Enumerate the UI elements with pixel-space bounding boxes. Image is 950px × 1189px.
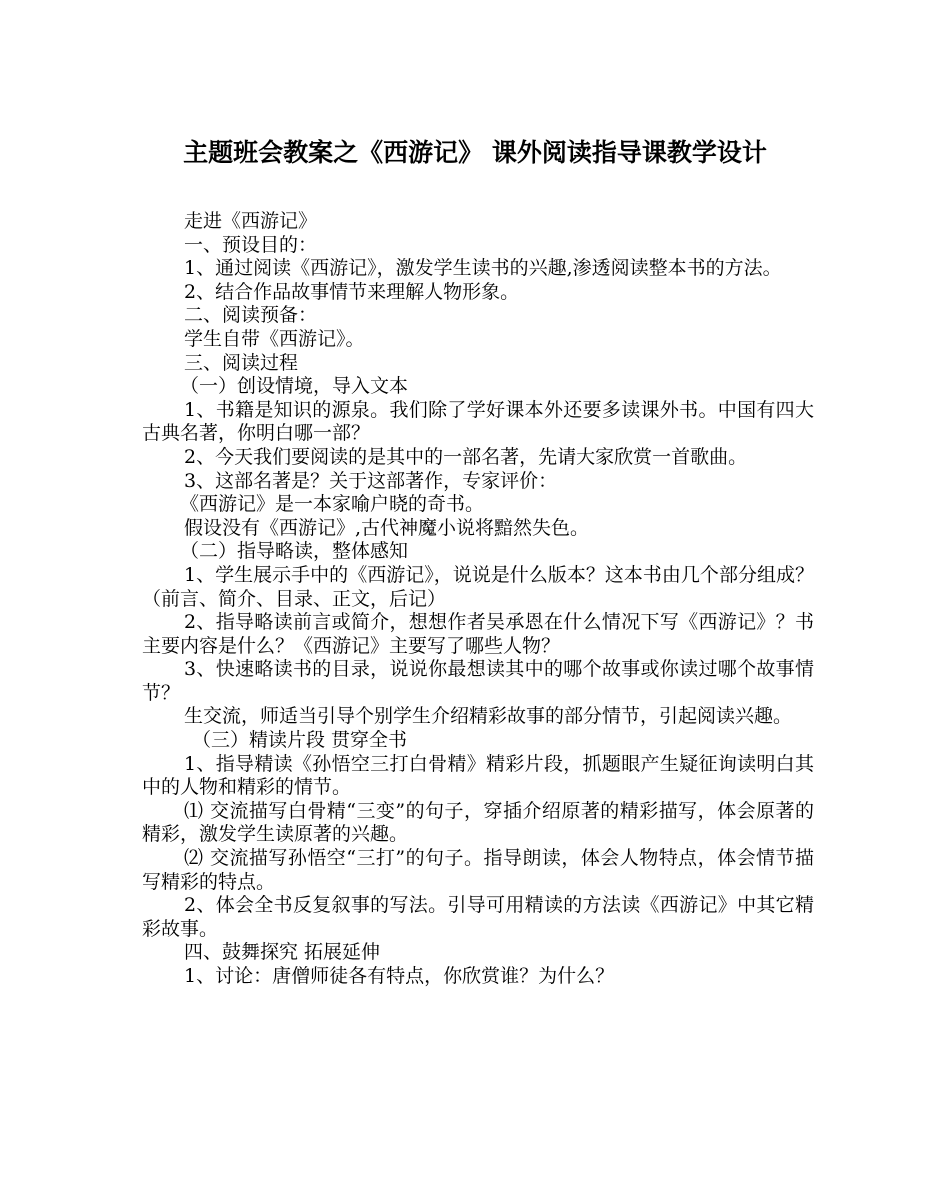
paragraph: （三）精读片段 贯穿全书 (192, 729, 408, 752)
paragraph: 《西游记》是一本家喻户晓的奇书。 (180, 493, 485, 516)
paragraph: 2、结合作品故事情节来理解人物形象。 (184, 280, 520, 303)
paragraph: 2、指导略读前言或简介，想想作者吴承恩在什么情况下写《西游记》？书主要内容是什么？《西游记》主要写了哪些人物？ (142, 611, 814, 657)
paragraph: 1、讨论：唐僧师徒各有特点，你欣赏谁？为什么？ (184, 965, 615, 987)
paragraph: 2、今天我们要阅读的是其中的一部名著，先请大家欣赏一首歌曲。 (184, 445, 748, 468)
paragraph: 1、学生展示手中的《西游记》，说说是什么版本？这本书由几个部分组成？（前言、简介、目录、正文，后记） (142, 563, 814, 610)
paragraph: 学生自带《西游记》。 (184, 327, 365, 350)
paragraph: 四、鼓舞探究 拓展延伸 (184, 941, 381, 964)
paragraph: 二、阅读预备： (184, 304, 318, 327)
paragraph: ⑴ 交流描写白骨精“三变”的句子，穿插介绍原著的精彩描写，体会原著的精彩，激发学生读原著的兴趣。 (142, 799, 814, 846)
paragraph: 生交流，师适当引导个别学生介绍精彩故事的部分情节，引起阅读兴趣。 (184, 705, 793, 728)
paragraph: 2、体会全书反复叙事的写法。引导可用精读的方法读《西游记》中其它精彩故事。 (142, 894, 814, 940)
paragraph: 3、快速略读书的目录，说说你最想读其中的哪个故事或你读过哪个故事情节？ (142, 658, 814, 704)
paragraph: （二）指导略读，整体感知 (180, 540, 409, 563)
paragraph: （一）创设情境，导入文本 (180, 375, 409, 398)
paragraph: 三、阅读过程 (184, 351, 299, 374)
paragraph: ⑵ 交流描写孙悟空“三打”的句子。指导朗读，体会人物特点，体会情节描写精彩的特点。 (142, 847, 814, 893)
document-title: 主题班会教案之《西游记》 课外阅读指导课教学设计 (183, 138, 767, 167)
paragraph: 一、预设目的： (184, 233, 318, 256)
paragraph: 1、通过阅读《西游记》，激发学生读书的兴趣,渗透阅读整本书的方法。 (184, 257, 782, 280)
paragraph: 假设没有《西游记》,古代神魔小说将黯然失色。 (184, 516, 590, 539)
paragraph: 1、指导精读《孙悟空三打白骨精》精彩片段，抓题眼产生疑征询读明白其中的人物和精彩的情节。 (142, 752, 814, 799)
document-body (142, 210, 814, 989)
paragraph: 走进《西游记》 (184, 210, 318, 232)
paragraph: 1、书籍是知识的源泉。我们除了学好课本外还要多读课外书。中国有四大古典名著，你明白哪一部？ (142, 398, 814, 445)
paragraph: 3、这部名著是？关于这部著作，专家评价： (184, 469, 558, 492)
